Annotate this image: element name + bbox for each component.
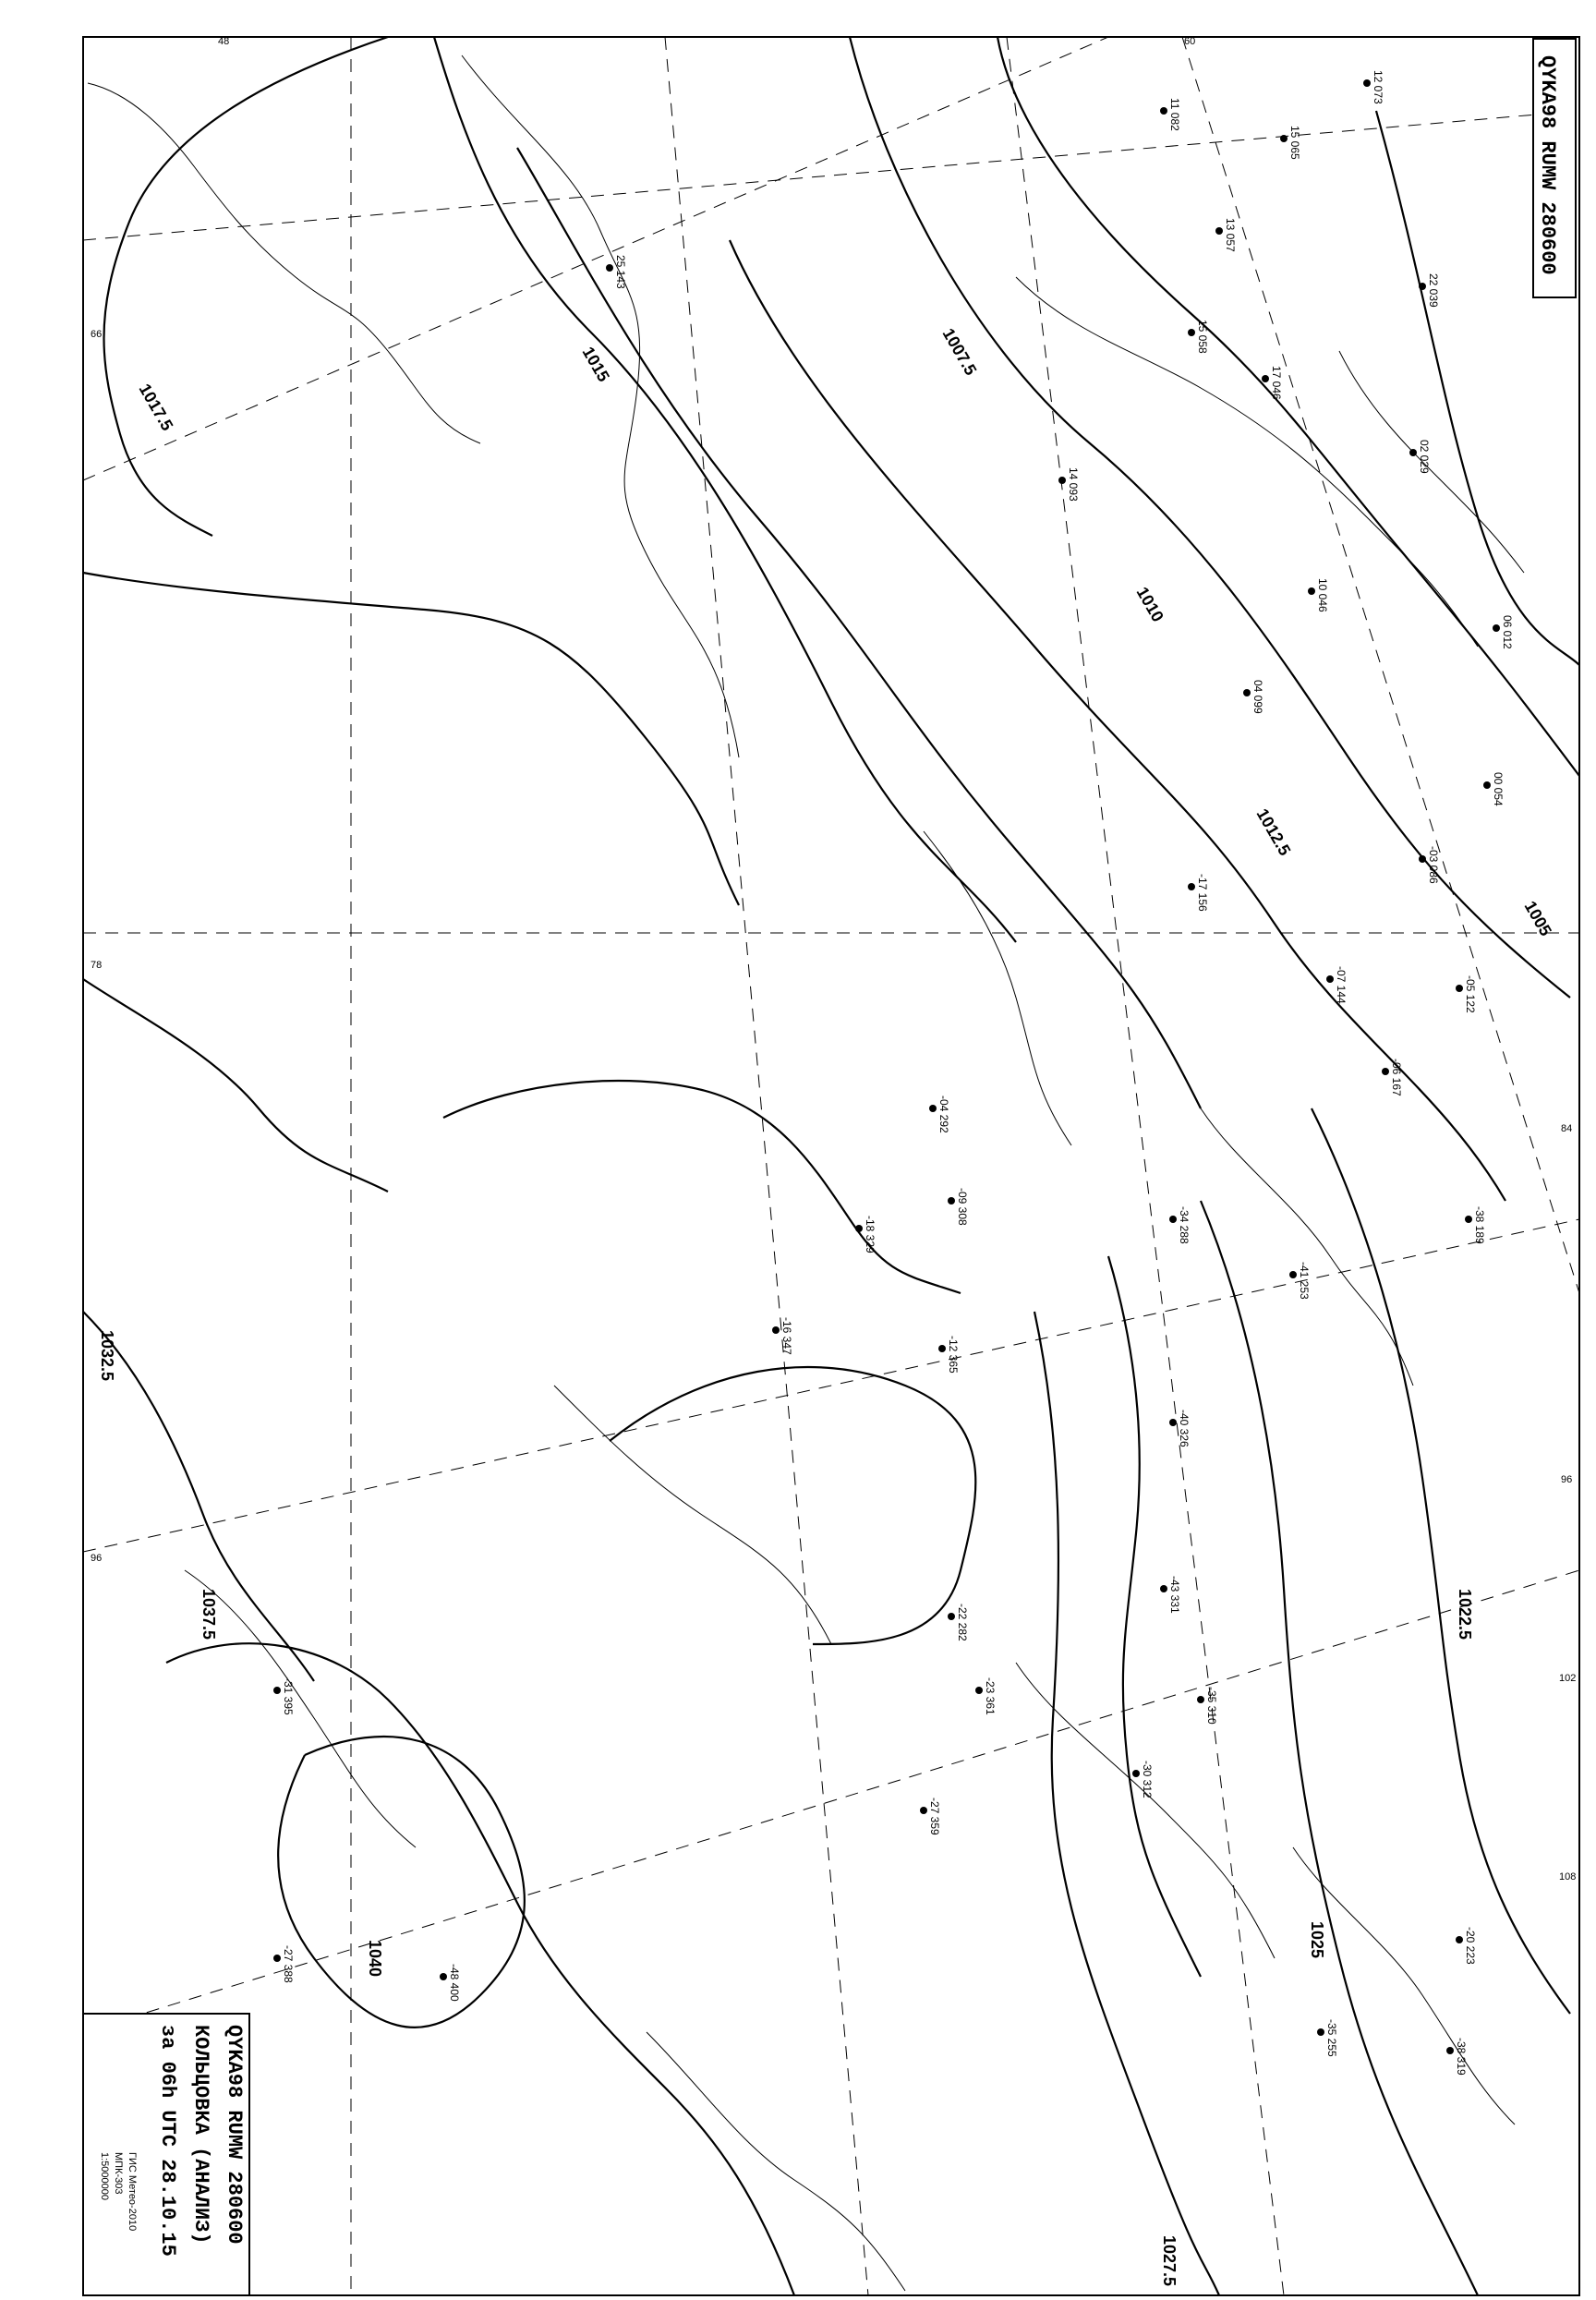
svg-text:-03 086: -03 086: [1427, 846, 1440, 884]
station-plot: [1280, 126, 1301, 160]
svg-text:13 057: 13 057: [1224, 218, 1237, 252]
station-plot: [1160, 98, 1181, 131]
station-plot: [772, 1317, 793, 1355]
isobar-label: 1017.5: [135, 381, 177, 434]
station-plot: [1446, 2038, 1468, 2076]
isobar-line: [730, 240, 1505, 1201]
legend-time: за 06h UTC 28.10.15: [156, 2025, 179, 2257]
svg-text:-48 400: -48 400: [448, 1964, 461, 2002]
svg-text:00 054: 00 054: [1492, 772, 1505, 806]
svg-text:25 143: 25 143: [614, 255, 627, 289]
coordinate-grid: [83, 37, 1579, 2295]
svg-text:-23 361: -23 361: [984, 1677, 997, 1715]
svg-text:-31 395: -31 395: [282, 1677, 295, 1715]
station-plot: [920, 1798, 941, 1835]
station-plot: [1169, 1410, 1191, 1447]
station-plot: [855, 1216, 877, 1253]
svg-text:-22 282: -22 282: [956, 1604, 969, 1641]
station-plot: [1262, 366, 1283, 400]
isobar-line: [998, 37, 1579, 776]
station-plot: [1465, 1206, 1486, 1244]
isobar-line: [278, 1737, 525, 2028]
svg-text:-30 312: -30 312: [1141, 1761, 1154, 1798]
isobar-line: [610, 1367, 975, 1644]
station-plot: [1169, 1206, 1191, 1244]
svg-text:-27 359: -27 359: [928, 1798, 941, 1835]
isobar-line: [1312, 1108, 1573, 2014]
grid-label: 84: [1561, 1123, 1573, 1134]
legend-box: [83, 2014, 249, 2295]
isobar-line: [1108, 1256, 1201, 1977]
svg-text:11 082: 11 082: [1168, 98, 1181, 131]
station-plot: [1493, 615, 1514, 649]
station-plot: [1363, 70, 1384, 104]
isobar-line: [83, 573, 739, 905]
header-code-box: [1533, 39, 1576, 297]
grid-label: 78: [91, 960, 103, 971]
legend-title: КОЛЬЦОВКА (АНАЛИЗ): [189, 2025, 212, 2245]
isobar-label: 1007.5: [938, 325, 981, 379]
svg-text:-34 288: -34 288: [1178, 1206, 1191, 1244]
legend-scale: 1:5000000: [99, 2152, 110, 2200]
station-plot: [1382, 1059, 1403, 1096]
station-plot: [440, 1964, 461, 2002]
station-plot: [948, 1604, 969, 1641]
isobar-label: 1040: [366, 1940, 384, 1978]
station-plot: [273, 1677, 295, 1715]
station-plot: [1456, 1927, 1477, 1965]
isobar-line: [83, 1312, 314, 1681]
svg-text:-06 167: -06 167: [1390, 1059, 1403, 1096]
svg-text:-35 310: -35 310: [1205, 1687, 1218, 1725]
isobar-label: 1012.5: [1252, 805, 1295, 859]
svg-text:12 073: 12 073: [1372, 70, 1384, 104]
svg-text:-17 156: -17 156: [1196, 874, 1209, 912]
svg-text:17 046: 17 046: [1270, 366, 1283, 400]
svg-text:-04 292: -04 292: [937, 1096, 950, 1133]
legend-proj: МПК-303: [113, 2152, 124, 2195]
isobar-label: 1005: [1520, 898, 1555, 939]
svg-text:-38 319: -38 319: [1455, 2038, 1468, 2076]
svg-text:-41 253: -41 253: [1298, 1262, 1311, 1300]
station-plot: [1160, 1576, 1181, 1614]
grid-label: 96: [1561, 1474, 1573, 1485]
station-plot: [1317, 2019, 1338, 2057]
svg-text:15 058: 15 058: [1196, 320, 1209, 354]
svg-text:-27 388: -27 388: [282, 1945, 295, 1983]
station-plot: [938, 1336, 960, 1374]
station-plot: [1197, 1687, 1218, 1725]
isobar-labels: [98, 325, 1555, 2286]
isobar-label: 1032.5: [98, 1330, 116, 1382]
svg-text:06 012: 06 012: [1501, 615, 1514, 649]
grid-label: 60: [1184, 36, 1196, 47]
isobar-line: [850, 37, 1570, 998]
grid-label: 66: [91, 329, 103, 340]
svg-text:15 065: 15 065: [1288, 126, 1301, 160]
svg-text:-43 331: -43 331: [1168, 1576, 1181, 1614]
station-plot: [1243, 680, 1264, 714]
isobar-line: [166, 1643, 794, 2295]
station-plot: [975, 1677, 997, 1715]
svg-text:-38 189: -38 189: [1473, 1206, 1486, 1244]
isobar-label: 1015: [578, 344, 613, 385]
legend-software: ГИС Метео-2010: [127, 2152, 138, 2232]
isobar-line: [1201, 1201, 1478, 2295]
isobar-label: 1027.5: [1160, 2235, 1179, 2287]
svg-text:04 099: 04 099: [1251, 680, 1264, 714]
map-frame: [83, 37, 1579, 2295]
svg-text:-20 223: -20 223: [1464, 1927, 1477, 1965]
station-plot: [1188, 874, 1209, 912]
isobars: [83, 37, 1579, 2295]
station-plot: [1409, 440, 1431, 474]
isobar-line: [83, 979, 388, 1192]
legend-code: QYKA98 RUMW 280600: [223, 2025, 246, 2245]
station-plot: [929, 1096, 950, 1133]
grid-label: 102: [1559, 1673, 1577, 1684]
grid-label: 48: [218, 36, 230, 47]
isobar-line: [1034, 1312, 1219, 2295]
svg-text:-05 122: -05 122: [1464, 975, 1477, 1013]
station-plot: [606, 255, 627, 289]
svg-text:02 029: 02 029: [1418, 440, 1431, 474]
station-plot: [273, 1945, 295, 1983]
grid-label: 108: [1559, 1871, 1577, 1882]
isobar-label: 1037.5: [200, 1589, 218, 1640]
isobar-line: [517, 148, 1201, 1108]
station-plot: [1132, 1761, 1154, 1798]
station-plot: [1215, 218, 1237, 252]
station-plot: [1326, 966, 1348, 1004]
svg-text:-35 255: -35 255: [1325, 2019, 1338, 2057]
grid-labels: [91, 36, 1576, 1882]
svg-text:10 046: 10 046: [1316, 578, 1329, 612]
station-plot: [1308, 578, 1329, 612]
grid-label: 96: [91, 1553, 103, 1564]
station-plot: [948, 1188, 969, 1226]
isobar-line: [104, 37, 389, 536]
svg-text:-09 308: -09 308: [956, 1188, 969, 1226]
svg-text:14 093: 14 093: [1067, 467, 1080, 502]
svg-text:-16 347: -16 347: [780, 1317, 793, 1355]
svg-text:-18 329: -18 329: [864, 1216, 877, 1253]
svg-text:-12 365: -12 365: [947, 1336, 960, 1374]
isobar-line: [434, 37, 1016, 942]
svg-text:22 039: 22 039: [1427, 273, 1440, 308]
svg-text:-07 144: -07 144: [1335, 966, 1348, 1004]
station-plot: [1456, 975, 1477, 1013]
isobar-label: 1010: [1132, 584, 1167, 625]
header-code: QYKA98 RUMW 280600: [1536, 55, 1559, 275]
station-plot: [1483, 772, 1505, 806]
svg-text:-40 326: -40 326: [1178, 1410, 1191, 1447]
isobar-label: 1025: [1308, 1921, 1326, 1959]
isobar-line: [443, 1081, 961, 1293]
isobar-label: 1022.5: [1456, 1589, 1474, 1640]
station-plot: [1188, 320, 1209, 354]
station-plot: [1289, 1262, 1311, 1300]
stations: [273, 70, 1514, 2076]
station-plot: [1419, 846, 1440, 884]
